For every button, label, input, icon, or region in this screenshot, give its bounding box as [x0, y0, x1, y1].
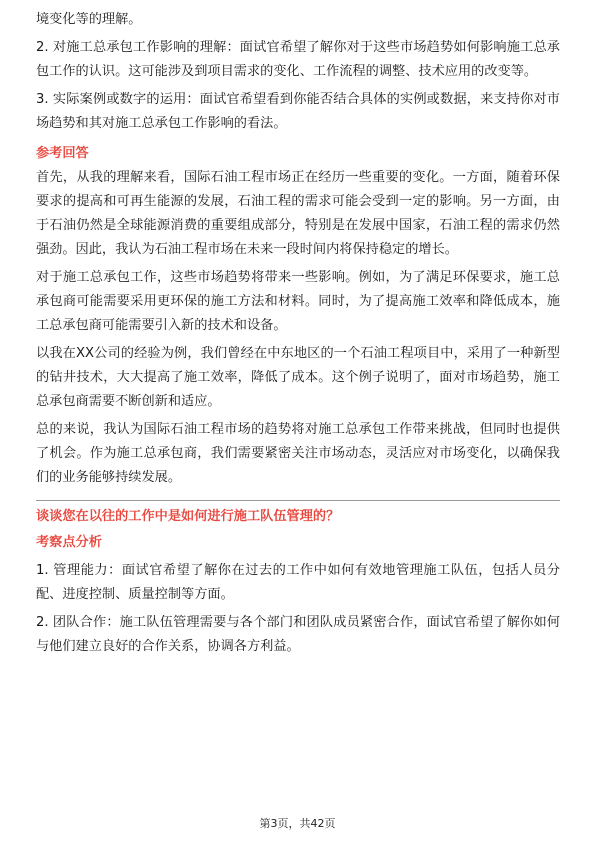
paragraph: 境变化等的理解。	[36, 12, 142, 27]
paragraph: 3. 实际案例或数字的运用：面试官希望看到你能否结合具体的实例或数据，来支持你对市场趋势和其对施工总承包工作影响的看法。	[36, 92, 560, 131]
analysis-heading: 考察点分析	[36, 535, 102, 550]
question-heading: 谈谈您在以往的工作中是如何进行施工队伍管理的？	[36, 509, 340, 524]
document-page	[36, 0, 560, 659]
paragraph: 1. 管理能力：面试官希望了解你在过去的工作中如何有效地管理施工队伍，包括人员分配、进度控制、质量控制等方面。	[36, 563, 560, 602]
paragraph: 2. 对施工总承包工作影响的理解：面试官希望了解你对于这些市场趋势如何影响施工总承包工作的认识。这可能涉及到项目需求的变化、工作流程的调整、技术应用的改变等。	[36, 40, 560, 79]
page-footer: 第3页，共42页	[259, 817, 336, 830]
section-divider	[36, 500, 560, 501]
paragraph: 对于施工总承包工作，这些市场趋势将带来一些影响。例如，为了满足环保要求，施工总承包商可能需要采用更环保的施工方法和材料。同时，为了提高施工效率和降低成本，施工总承包商可能需要引入新的技术和设备。	[36, 270, 560, 333]
reference-answer-heading: 参考回答	[36, 146, 89, 161]
paragraph: 2. 团队合作：施工队伍管理需要与各个部门和团队成员紧密合作，面试官希望了解你如何与他们建立良好的合作关系，协调各方利益。	[36, 615, 560, 654]
paragraph: 首先，从我的理解来看，国际石油工程市场正在经历一些重要的变化。一方面，随着环保要求的提高和可再生能源的发展，石油工程的需求可能会受到一定的影响。另一方面，由于石油仍然是全球能源消费的重要组成部分，特别是在发展中国家，石油工程的需求仍然强劲。因此，我认为石油工程市场在未来一段时间内将保持稳定的增长。	[36, 170, 560, 257]
paragraph: 以我在XX公司的经验为例，我们曾经在中东地区的一个石油工程项目中，采用了一种新型的钻井技术，大大提高了施工效率，降低了成本。这个例子说明了，面对市场趋势，施工总承包商需要不断创新和适应。	[36, 346, 560, 409]
paragraph: 总的来说，我认为国际石油工程市场的趋势将对施工总承包工作带来挑战，但同时也提供了机会。作为施工总承包商，我们需要紧密关注市场动态，灵活应对市场变化，以确保我们的业务能够持续发展。	[36, 422, 560, 485]
